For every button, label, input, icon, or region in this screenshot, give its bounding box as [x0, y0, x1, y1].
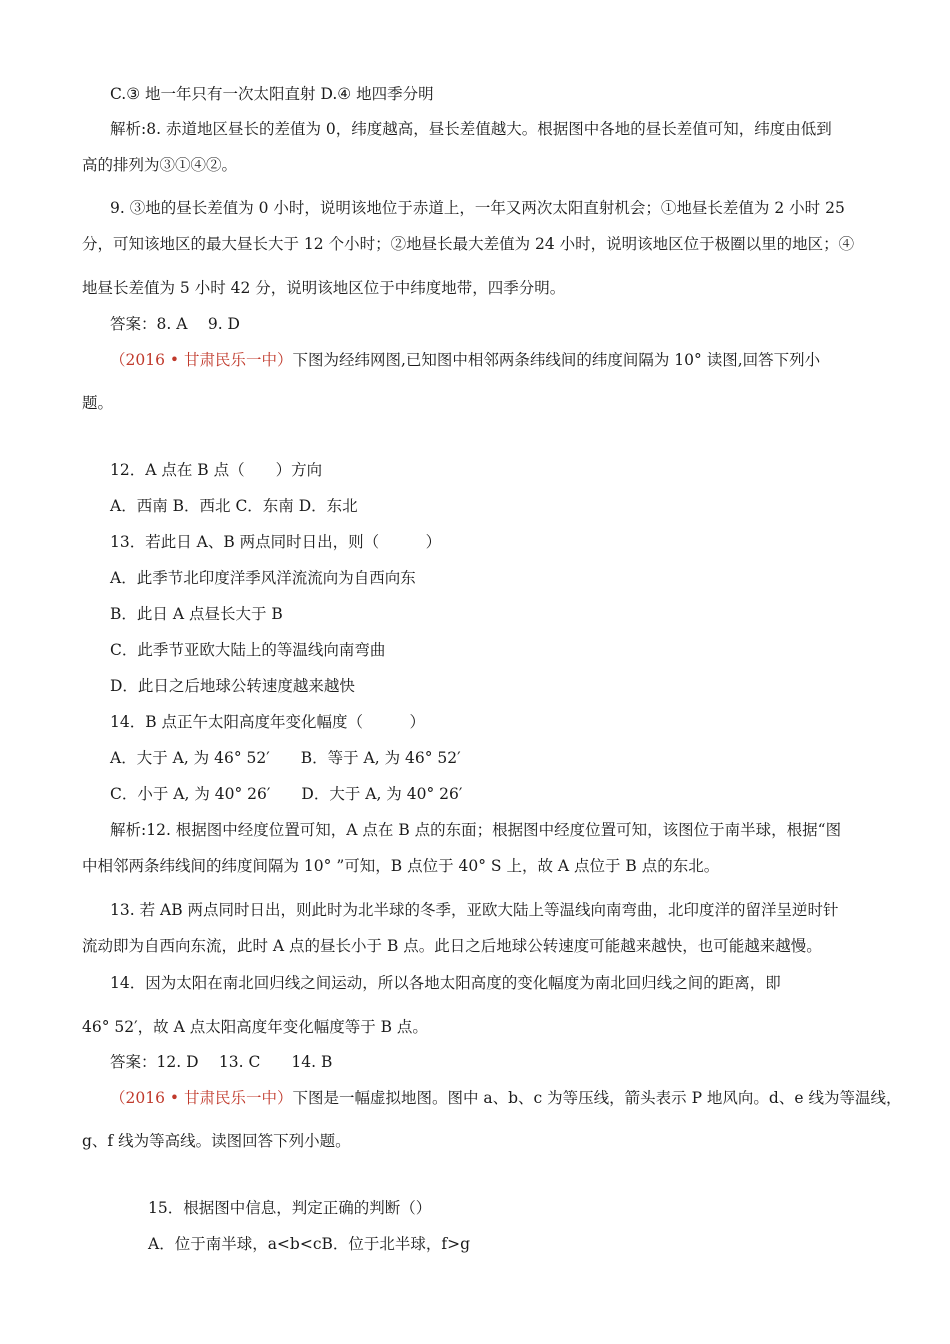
line-text: 9. ③地的昼长差值为 0 小时，说明该地位于赤道上，一年又两次太阳直射机会；①地昼长差值为 2 小时 25 — [110, 199, 845, 217]
question-source: （2016 • 甘肃民乐一中） — [110, 1089, 293, 1107]
text-line — [110, 604, 283, 624]
line-text: C.③ 地一年只有一次太阳直射 D.④ 地四季分明 — [110, 85, 434, 103]
text-line — [110, 640, 385, 660]
text-line — [110, 1088, 901, 1108]
line-text: C．此季节亚欧大陆上的等温线向南弯曲 — [110, 641, 386, 659]
text-line — [82, 1131, 351, 1151]
text-line — [110, 314, 240, 334]
text-line — [82, 1017, 428, 1037]
line-text: A．此季节北印度洋季风洋流流向为自西向东 — [110, 569, 416, 587]
line-text: A．大于 A, 为 46° 52′ B．等于 A, 为 46° 52′ — [110, 749, 461, 767]
text-line — [82, 155, 237, 175]
line-text: 下图是一幅虚拟地图。图中 a、b、c 为等压线，箭头表示 P 地风向。d、e 线为等温线， — [292, 1089, 902, 1107]
text-line — [148, 1198, 431, 1218]
line-text: 46° 52′，故 A 点太阳高度年变化幅度等于 B 点。 — [82, 1018, 428, 1036]
line-text: 14．因为太阳在南北回归线之间运动，所以各地太阳高度的变化幅度为南北回归线之间的距离，即 — [110, 974, 781, 992]
text-line — [82, 278, 565, 298]
text-line — [110, 496, 358, 516]
line-text: 流动即为自西向东流，此时 A 点的昼长小于 B 点。此日之后地球公转速度可能越来越快，也可能越来越慢。 — [82, 937, 822, 955]
text-line — [110, 1052, 332, 1072]
line-text: C．小于 A, 为 40° 26′ D．大于 A, 为 40° 26′ — [110, 785, 463, 803]
text-line — [110, 676, 355, 696]
line-text: A．位于南半球，a<b<cB．位于北半球，f>g — [148, 1235, 471, 1253]
line-text: 题。 — [82, 394, 114, 412]
line-text: 14．B 点正午太阳高度年变化幅度（ ） — [110, 713, 426, 731]
text-line — [110, 84, 434, 104]
text-line — [110, 350, 820, 370]
line-text: 地昼长差值为 5 小时 42 分，说明该地区位于中纬度地带，四季分明。 — [82, 279, 566, 297]
text-line — [110, 784, 462, 804]
line-text: g、f 线为等高线。读图回答下列小题。 — [82, 1132, 351, 1150]
text-line — [110, 532, 441, 552]
text-line — [82, 234, 854, 254]
text-line — [82, 393, 113, 413]
line-text: 12．A 点在 B 点（ ）方向 — [110, 461, 323, 479]
line-text: B．此日 A 点昼长大于 B — [110, 605, 283, 623]
line-text: 分，可知该地区的最大昼长大于 12 个小时；②地昼长最大差值为 24 小时，说明该地区位于极圈以里的地区；④ — [82, 235, 855, 253]
text-line — [110, 973, 781, 993]
line-text: 13. 若 AB 两点同时日出，则此时为北半球的冬季，亚欧大陆上等温线向南弯曲，北印度洋的留洋呈逆时针 — [110, 901, 839, 919]
text-line — [110, 119, 832, 139]
text-line — [110, 568, 416, 588]
text-line — [110, 900, 839, 920]
line-text: 高的排列为③①④②。 — [82, 156, 238, 174]
text-line — [110, 820, 841, 840]
text-line — [82, 856, 719, 876]
line-text: 13．若此日 A、B 两点同时日出，则（ ） — [110, 533, 442, 551]
line-text: D．此日之后地球公转速度越来越快 — [110, 677, 355, 695]
text-line — [110, 748, 461, 768]
text-line — [110, 460, 322, 480]
text-line — [82, 936, 822, 956]
line-text: 答案：8. A 9. D — [110, 315, 240, 333]
text-line — [110, 198, 845, 218]
line-text: 答案：12. D 13. C 14. B — [110, 1053, 333, 1071]
question-source: （2016 • 甘肃民乐一中） — [110, 351, 293, 369]
line-text: 下图为经纬网图,已知图中相邻两条纬线间的纬度间隔为 10° 读图,回答下列小 — [292, 351, 821, 369]
line-text: 15．根据图中信息，判定正确的判断（） — [148, 1199, 432, 1217]
text-line — [110, 712, 425, 732]
line-text: 解析:8. 赤道地区昼长的差值为 0，纬度越高，昼长差值越大。根据图中各地的昼长差值可知，纬度由低到 — [110, 120, 832, 138]
text-line — [148, 1234, 470, 1254]
line-text: A．西南 B．西北 C．东南 D．东北 — [110, 497, 358, 515]
line-text: 中相邻两条纬线间的纬度间隔为 10° ”可知，B 点位于 40° S 上，故 A 点位于 B 点的东北。 — [82, 857, 720, 875]
line-text: 解析:12. 根据图中经度位置可知，A 点在 B 点的东面；根据图中经度位置可知，该图位于南半球，根据“图 — [110, 821, 842, 839]
